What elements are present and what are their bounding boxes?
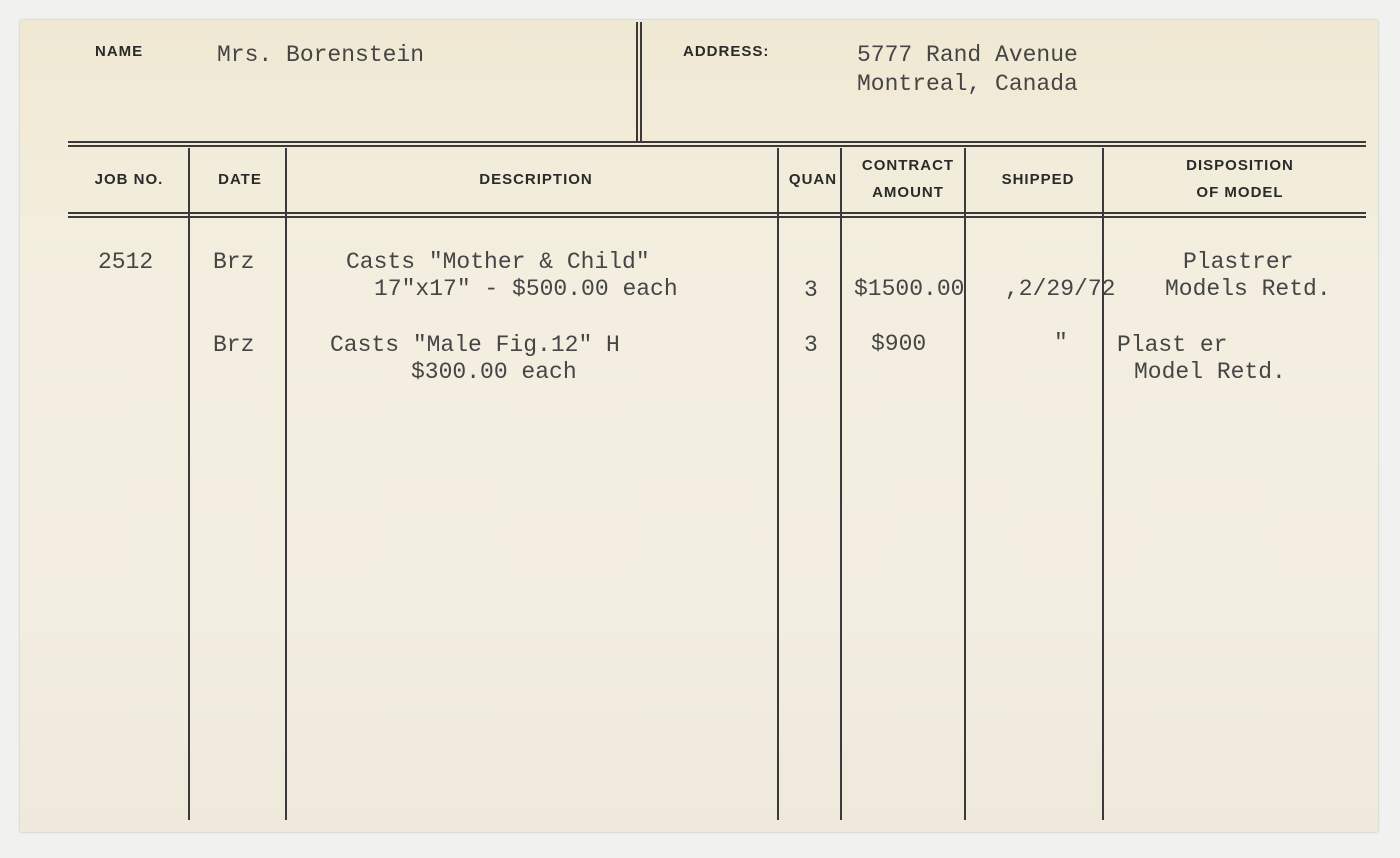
- entry-2-quan: 3: [804, 332, 818, 358]
- header-divider-inner: [640, 22, 642, 142]
- header-divider: [636, 22, 638, 142]
- entry-2-description-line-1: Casts "Male Fig.12" H: [330, 332, 620, 358]
- column-header-quan: QUAN: [788, 171, 838, 188]
- column-line: [1102, 148, 1104, 820]
- column-header-job-no: JOB NO.: [94, 171, 164, 188]
- column-header-shipped: SHIPPED: [1001, 171, 1075, 188]
- client-name: Mrs. Borenstein: [217, 42, 425, 68]
- entry-1-description-line-2: 17"x17" - $500.00 each: [374, 276, 678, 302]
- entry-1-date: Brz: [213, 249, 255, 275]
- column-header-amount: AMOUNT: [872, 184, 944, 201]
- column-header-description: DESCRIPTION: [479, 171, 593, 188]
- name-label: NAME: [95, 43, 144, 60]
- column-header-rule-inner: [68, 216, 1366, 218]
- entry-1-disposition-line-1: Plastrer: [1183, 249, 1294, 275]
- column-line: [285, 148, 287, 820]
- column-header-of-model: OF MODEL: [1196, 184, 1284, 201]
- column-header-contract: CONTRACT: [861, 157, 955, 174]
- entry-1-disposition-line-2: Models Retd.: [1165, 276, 1331, 302]
- entry-1-quan: 3: [804, 277, 818, 303]
- address-line-2: Montreal, Canada: [857, 71, 1078, 97]
- entry-2-contract-amount: $900: [871, 331, 927, 357]
- address-line-1: 5777 Rand Avenue: [857, 42, 1078, 68]
- column-line: [964, 148, 966, 820]
- header-rule: [68, 141, 1366, 143]
- entry-2-disposition-line-2: Model Retd.: [1134, 359, 1286, 385]
- entry-1-shipped: ,2/29/72: [1005, 276, 1116, 302]
- entry-1-description-line-1: Casts "Mother & Child": [346, 249, 650, 275]
- column-line: [777, 148, 779, 820]
- header-rule-inner: [68, 145, 1366, 147]
- entry-1-job-no: 2512: [98, 249, 154, 275]
- column-line: [188, 148, 190, 820]
- column-header-disposition: DISPOSITION: [1186, 157, 1294, 174]
- column-header-rule: [68, 212, 1366, 214]
- entry-1-contract-amount: $1500.00: [854, 276, 965, 302]
- entry-2-disposition-line-1: Plast er: [1117, 332, 1228, 358]
- column-header-date: DATE: [218, 171, 262, 188]
- address-label: ADDRESS:: [683, 43, 770, 60]
- job-record-card: [20, 20, 1378, 832]
- entry-2-date: Brz: [213, 332, 255, 358]
- entry-2-description-line-2: $300.00 each: [411, 359, 577, 385]
- column-line: [840, 148, 842, 820]
- entry-2-shipped: ": [1054, 330, 1068, 356]
